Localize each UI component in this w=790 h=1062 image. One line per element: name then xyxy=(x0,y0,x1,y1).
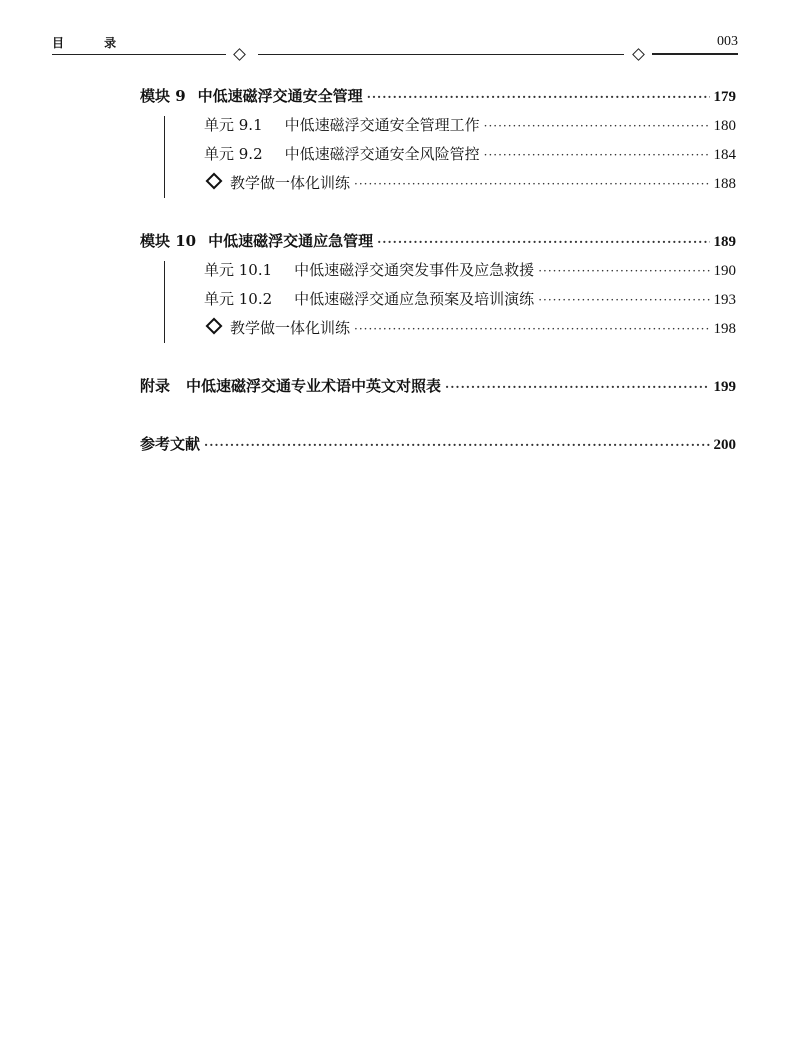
training-title: 教学做一体化训练 xyxy=(230,174,351,192)
page-header xyxy=(0,0,790,70)
dot-leader xyxy=(484,141,710,170)
module-title: 中低速磁浮交通应急管理 xyxy=(208,232,374,250)
toc-training-entry[interactable] xyxy=(140,314,736,343)
dot-leader xyxy=(354,315,709,344)
module-bracket xyxy=(164,116,165,198)
dot-leader xyxy=(538,257,709,286)
toc-module-heading[interactable] xyxy=(140,82,736,111)
dot-leader xyxy=(204,431,709,460)
toc-training-entry[interactable] xyxy=(140,169,736,198)
header-rule-middle xyxy=(258,54,624,55)
page-number: 003 xyxy=(717,34,738,49)
unit-title: 中低速磁浮交通应急预案及培训演练 xyxy=(294,290,535,308)
header-rule-right xyxy=(652,53,738,55)
page-ref: 198 xyxy=(713,321,736,337)
toc-unit-entry[interactable] xyxy=(140,111,736,140)
module-label: 模块 10 xyxy=(140,232,197,250)
toc-appendix-entry[interactable] xyxy=(140,372,736,401)
unit-title: 中低速磁浮交通安全管理工作 xyxy=(284,116,480,134)
toc-references-entry[interactable] xyxy=(140,430,736,459)
diamond-bullet-icon xyxy=(206,173,223,190)
page-ref: 184 xyxy=(713,147,736,163)
unit-label: 单元 10.1 xyxy=(204,261,273,279)
toc-module-10 xyxy=(140,227,736,343)
unit-title: 中低速磁浮交通安全风险管控 xyxy=(284,145,480,163)
unit-label: 单元 9.2 xyxy=(204,145,263,163)
module-title: 中低速磁浮交通安全管理 xyxy=(197,87,363,105)
diamond-bullet-icon xyxy=(206,318,223,335)
spacer xyxy=(140,401,736,430)
page-ref: 189 xyxy=(713,234,736,250)
page-ref: 200 xyxy=(713,437,736,453)
references-title: 参考文献 xyxy=(140,435,201,453)
page-ref: 193 xyxy=(713,292,736,308)
toc-unit-entry[interactable] xyxy=(140,256,736,285)
page-ref: 180 xyxy=(713,118,736,134)
diamond-ornament-icon xyxy=(233,48,246,61)
toc-unit-entry[interactable] xyxy=(140,140,736,169)
header-rule-left xyxy=(52,54,226,55)
diamond-ornament-icon xyxy=(632,48,645,61)
page-ref: 179 xyxy=(713,89,736,105)
training-title: 教学做一体化训练 xyxy=(230,319,351,337)
dot-leader xyxy=(377,228,709,257)
module-label: 模块 9 xyxy=(140,87,186,105)
dot-leader xyxy=(484,112,710,141)
unit-label: 单元 9.1 xyxy=(204,116,263,134)
toc-module-9 xyxy=(140,82,736,198)
section-label: 目 录 xyxy=(52,36,135,50)
table-of-contents xyxy=(140,82,736,459)
appendix-label: 附录 xyxy=(140,377,171,395)
toc-module-heading[interactable] xyxy=(140,227,736,256)
dot-leader xyxy=(445,373,709,402)
unit-label: 单元 10.2 xyxy=(204,290,273,308)
appendix-title: 中低速磁浮交通专业术语中英文对照表 xyxy=(186,377,442,395)
page-ref: 190 xyxy=(713,263,736,279)
page-ref: 199 xyxy=(713,379,736,395)
unit-title: 中低速磁浮交通突发事件及应急救援 xyxy=(294,261,535,279)
dot-leader xyxy=(367,83,710,112)
dot-leader xyxy=(354,170,709,199)
page-ref: 188 xyxy=(713,176,736,192)
dot-leader xyxy=(538,286,709,315)
module-bracket xyxy=(164,261,165,343)
toc-unit-entry[interactable] xyxy=(140,285,736,314)
